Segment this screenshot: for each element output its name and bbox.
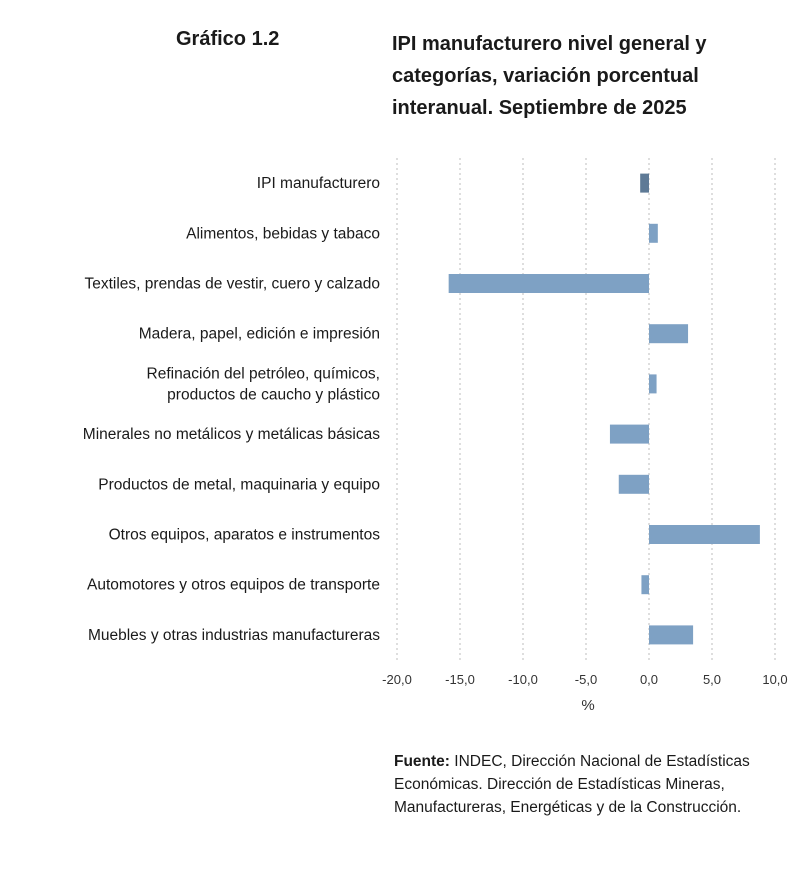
bar bbox=[641, 575, 649, 594]
bar bbox=[649, 324, 688, 343]
category-label: productos de caucho y plástico bbox=[167, 386, 380, 404]
bar bbox=[649, 525, 760, 544]
category-label: Madera, papel, edición e impresión bbox=[138, 325, 380, 343]
x-axis-title: % bbox=[581, 697, 595, 714]
category-label: Alimentos, bebidas y tabaco bbox=[186, 225, 380, 243]
bar bbox=[649, 625, 693, 644]
x-tick-label: 5,0 bbox=[702, 672, 722, 687]
category-label: Productos de metal, maquinaria y equipo bbox=[98, 476, 380, 494]
x-tick-label: 10,0 bbox=[762, 672, 788, 687]
x-tick-label: -20,0 bbox=[382, 672, 412, 687]
category-label: Muebles y otras industrias manufactureras bbox=[87, 626, 380, 644]
category-labels bbox=[83, 175, 380, 644]
bars bbox=[449, 174, 760, 645]
x-tick-label: -5,0 bbox=[574, 672, 598, 687]
bar bbox=[649, 374, 657, 393]
x-tick-label: -15,0 bbox=[445, 672, 475, 687]
grid-lines bbox=[397, 158, 775, 660]
source-note bbox=[394, 750, 784, 819]
bar bbox=[640, 174, 649, 193]
source-text: INDEC, Dirección Nacional de Estadísticas Económicas. Dirección de Estadísticas Mineras, Manufactureras, Energéticas y de la Construcción. bbox=[394, 753, 750, 816]
category-label: Refinación del petróleo, químicos, bbox=[146, 365, 380, 383]
bar bbox=[610, 425, 649, 444]
figure-label: Gráfico 1.2 bbox=[176, 28, 280, 50]
bar bbox=[649, 224, 658, 243]
category-label: Otros equipos, aparatos e instrumentos bbox=[108, 526, 380, 544]
bar bbox=[619, 475, 649, 494]
category-label: Textiles, prendas de vestir, cuero y calzado bbox=[84, 275, 380, 293]
x-tick-label: -10,0 bbox=[508, 672, 538, 687]
source-label: Fuente: bbox=[394, 753, 450, 770]
category-label: Minerales no metálicos y metálicas básicas bbox=[82, 426, 380, 444]
category-label: Automotores y otros equipos de transporte bbox=[87, 576, 380, 594]
x-tick-label: 0,0 bbox=[639, 672, 659, 687]
bar bbox=[449, 274, 649, 293]
chart-title: IPI manufacturero nivel general y categorías, variación porcentual interanual. Septiembre de 2025 bbox=[392, 33, 707, 119]
tick-labels bbox=[382, 672, 787, 687]
category-label: IPI manufacturero bbox=[256, 175, 380, 193]
bar-chart bbox=[0, 140, 800, 720]
